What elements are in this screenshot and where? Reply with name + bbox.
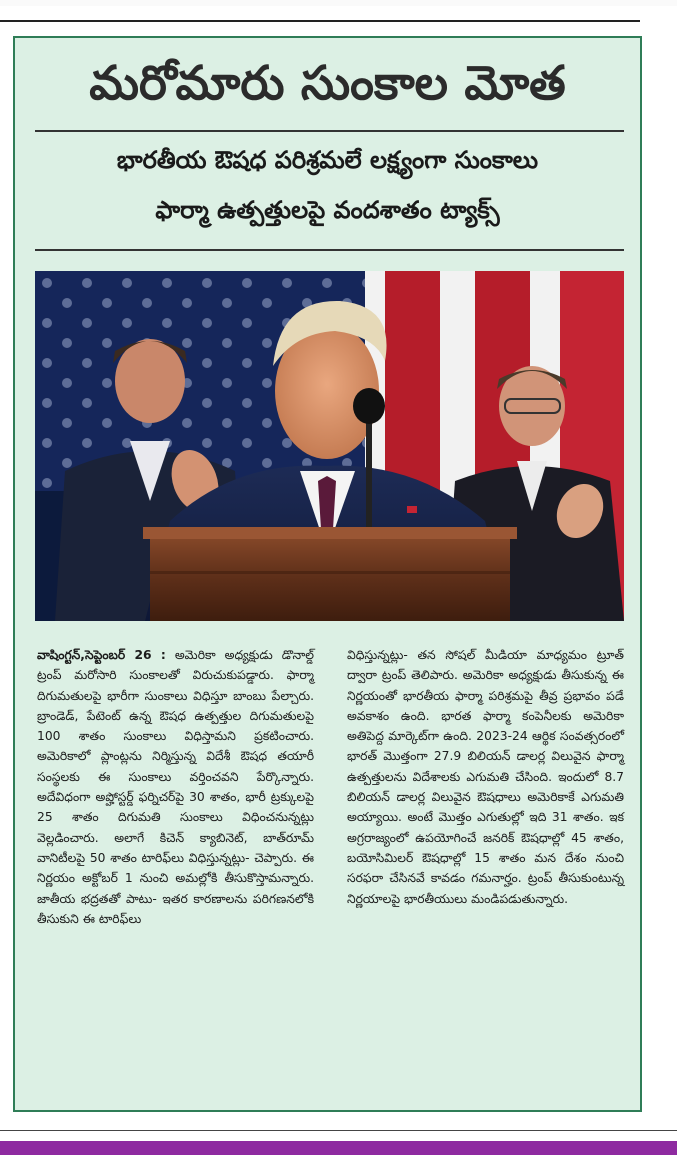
top-divider: [0, 20, 640, 22]
column-left-text: అమెరికా అధ్యక్షుడు డొనాల్డ్ ట్రంప్ మరోసారి సుంకాలతో విరుచుకుపడ్డారు. ఫార్మా దిగుమతులపై భారీగా సుంకాలు విధిస్తూ బాంబు పేల్చారు. బ్రాండెడ్, పేటెంట్ ఉన్న ఔషధ ఉత్పత్తుల దిగుమతులపై 100 శాతం సుంకాలు విధిస్తామని ప్రకటించారు. అమెరికాలో ప్లాంట్లను నిర్మిస్తున్న విదేశీ ఔషధ తయారీ సంస్థలకు ఈ సుంకాలు వర్తించవని పేర్కొన్నారు. అదేవిధంగా అప్హోస్టర్డ్ ఫర్నిచర్‌పై 30 శాతం, భారీ ట్రక్కులపై 25 శాతం దిగుమతి సుంకాలు విధించనున్నట్లు వెల్లడించారు. అలాగే కిచెన్ క్యాబినెట్, బాత్‌రూమ్ వానిటీలపై 50 శాతం టారిఫ్‌లు విధిస్తున్నట్లు- చెప్పారు. ఈ నిర్ణయం అక్టోబర్ 1 నుంచి అమల్లోకి తీసుకొస్తామన్నారు. జాతీయ భద్రతతో పాటు- ఇతర కారణాలను పరిగణనలోకి తీసుకుని ఈ టారిఫ్‌లు: [37, 648, 314, 926]
subheadline-divider: [35, 249, 624, 251]
article-column-left: [37, 645, 314, 929]
subheadline-2: ఫార్మా ఉత్పత్తులపై వందశాతం ట్యాక్స్: [155, 195, 500, 224]
dateline: వాషింగ్టన్,సెప్టెంబర్ 26 :: [37, 648, 166, 662]
article-panel: [13, 36, 642, 1112]
bottom-color-band: [0, 1141, 677, 1155]
headline-divider: [35, 130, 624, 132]
column-right-text: విధిస్తున్నట్లు- తన సోషల్ మీడియా మాధ్యమం ట్రూత్ ద్వారా ట్రంప్ తెలిపారు. అమెరికా అధ్యక్షుడు తీసుకున్న ఈ నిర్ణయంతో భారతీయ ఫార్మా పరిశ్రమపై తీవ్ర ప్రభావం పడే అవకాశం ఉంది. భారత ఫార్మా కంపెనీలకు అమెరికా అతిపెద్ద మార్కెట్‌గా ఉంది. 2023-24 ఆర్థిక సంవత్సరంలో భారత్ మొత్తంగా 27.9 బిలియన్ డాలర్ల విలువైన ఫార్మా ఉత్పత్తులను విదేశాలకు ఎగుమతి చేసింది. ఇందులో 8.7 బిలియన్ డాలర్ల విలువైన ఔషధాలు అమెరికాకే ఎగుమతి అయ్యాయి. అంటే మొత్తం ఎగుతుల్లో ఇది 31 శాతం. ఇక అగ్రరాజ్యంలో ఉపయోగించే జనరిక్ ఔషధాల్లో 45 శాతం, బయోసిమిలర్ ఔషధాల్లో 15 శాతం మన దేశం నుంచి సరఫరా చేసినవే కావడం గమనార్హం. ట్రంప్ తీసుకుంటున్న నిర్ణయాలపై భారతీయులు మండిపడుతున్నారు.: [347, 648, 624, 906]
bottom-divider: [0, 1130, 677, 1131]
top-strip: [0, 0, 677, 6]
subheadline-1: భారతీయ ఔషధ పరిశ్రమలే లక్ష్యంగా సుంకాలు: [116, 145, 539, 174]
headline: మరోమారు సుంకాల మోత: [89, 56, 566, 111]
news-photo: [35, 271, 624, 621]
article-column-right: [347, 645, 624, 909]
